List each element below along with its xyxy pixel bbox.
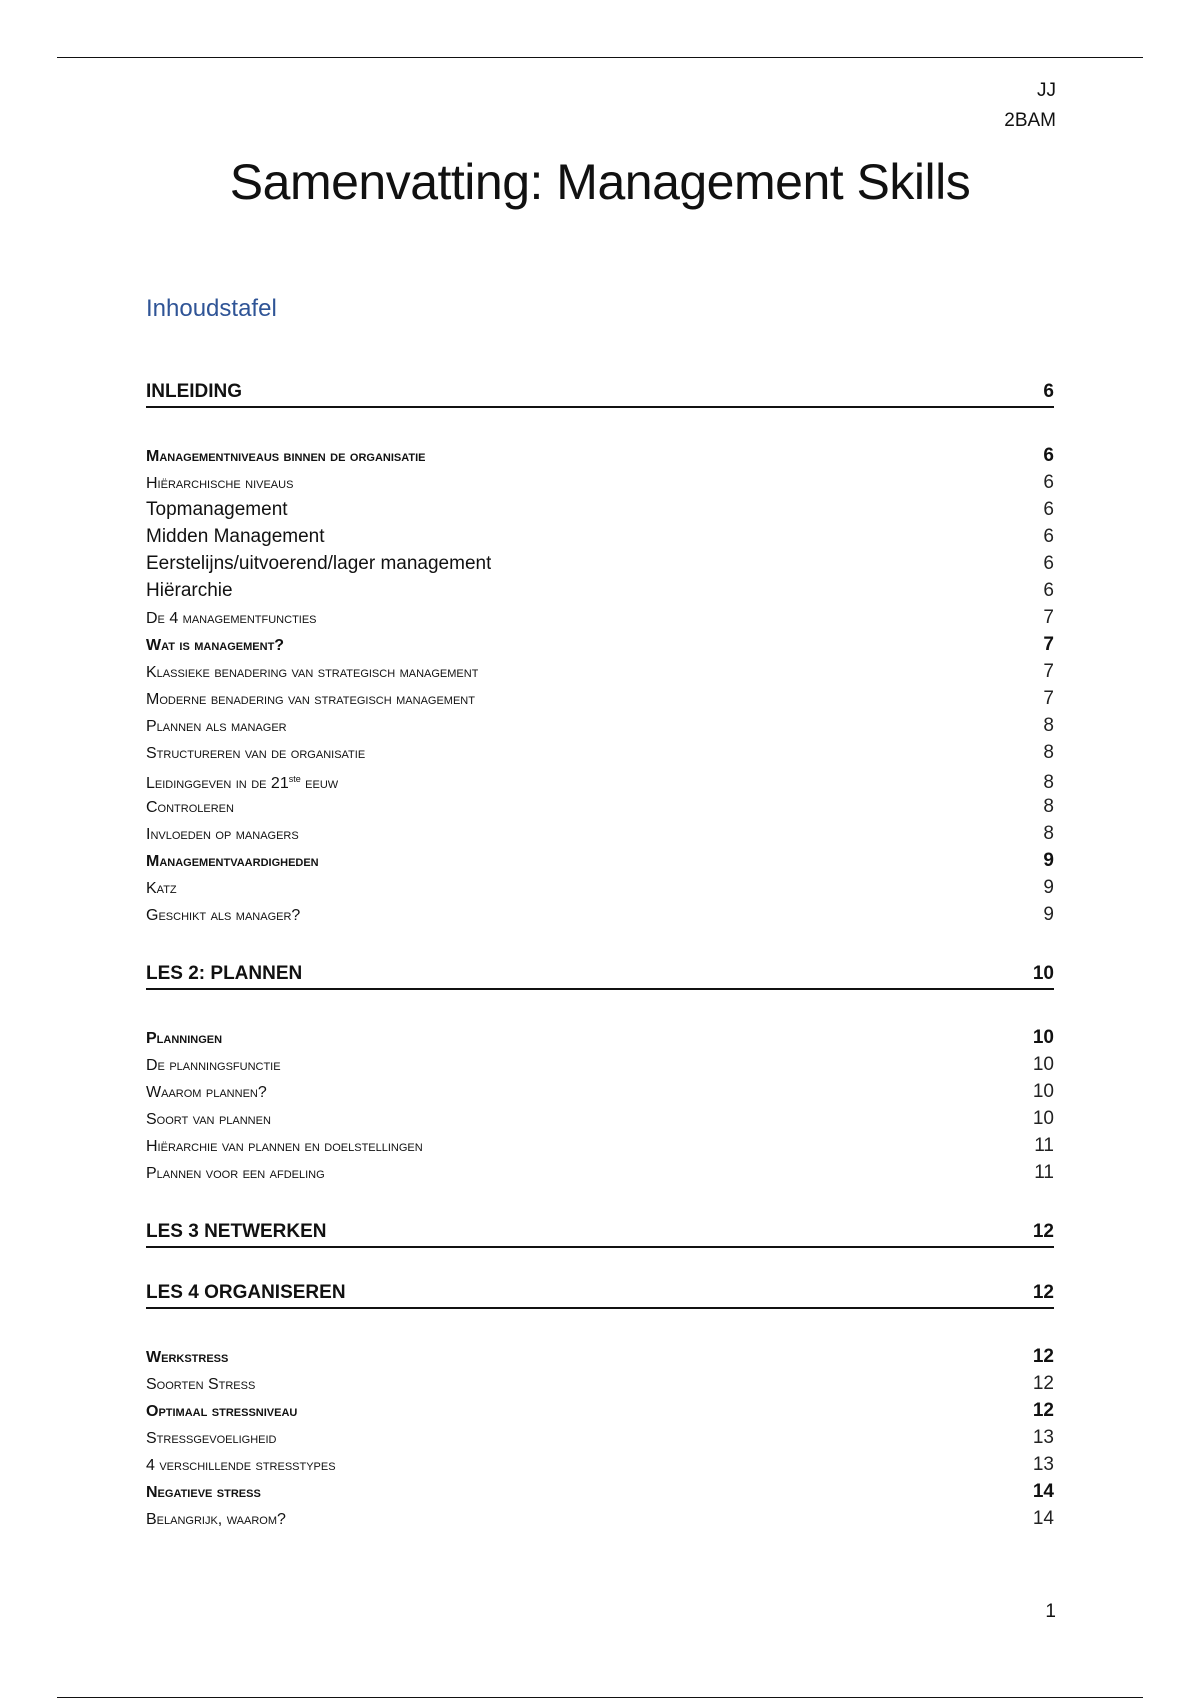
toc-entry-page: 10 bbox=[1032, 963, 1054, 984]
toc-entry[interactable] bbox=[146, 631, 1054, 658]
toc-entry[interactable] bbox=[146, 1370, 1054, 1397]
toc-entry[interactable] bbox=[146, 469, 1054, 496]
toc-entry-page: 8 bbox=[1043, 742, 1054, 763]
toc-entry-page: 6 bbox=[1043, 445, 1054, 466]
toc-entry-page: 6 bbox=[1043, 381, 1054, 402]
toc-entry-title: LES 3 NETWERKEN bbox=[146, 1221, 327, 1242]
toc-entry-title: LES 4 ORGANISEREN bbox=[146, 1282, 346, 1303]
toc-entry-page: 8 bbox=[1043, 715, 1054, 736]
top-rule bbox=[57, 57, 1143, 58]
toc-entry[interactable] bbox=[146, 658, 1054, 685]
toc-entry-page: 6 bbox=[1043, 526, 1054, 547]
toc-entry-title: Planningen bbox=[146, 1030, 223, 1047]
toc-entry-les-2[interactable] bbox=[146, 960, 1054, 990]
toc-entry-page: 12 bbox=[1032, 1400, 1054, 1421]
toc-entry-title: Plannen voor een afdeling bbox=[146, 1165, 325, 1182]
toc-entry-title: Geschikt als manager? bbox=[146, 907, 301, 924]
toc-entry-page: 12 bbox=[1032, 1282, 1054, 1303]
toc-entry[interactable] bbox=[146, 1078, 1054, 1105]
toc-entry[interactable] bbox=[146, 577, 1054, 604]
toc-entry-title-main: Leidinggeven in de 21 bbox=[146, 775, 289, 792]
toc-entry[interactable] bbox=[146, 604, 1054, 631]
toc-entry[interactable] bbox=[146, 685, 1054, 712]
toc-entry-page: 10 bbox=[1032, 1027, 1054, 1048]
toc-entry-title: Werkstress bbox=[146, 1349, 229, 1366]
toc-entry-title: Structureren van de organisatie bbox=[146, 745, 366, 762]
toc-entry[interactable] bbox=[146, 1397, 1054, 1424]
toc-entry-page: 8 bbox=[1043, 796, 1054, 817]
toc-entry[interactable] bbox=[146, 901, 1054, 928]
toc-entry[interactable] bbox=[146, 1132, 1054, 1159]
toc-entry-title: Plannen als manager bbox=[146, 718, 287, 735]
toc-entry-title: Managementniveaus binnen de organisatie bbox=[146, 448, 426, 465]
toc-entry-title: LES 2: PLANNEN bbox=[146, 963, 303, 984]
toc-entry-title: INLEIDING bbox=[146, 381, 243, 402]
toc-entry-title: De planningsfunctie bbox=[146, 1057, 281, 1074]
toc-entry-page: 14 bbox=[1032, 1508, 1054, 1529]
toc-entry[interactable] bbox=[146, 1051, 1054, 1078]
toc-entry-les-3[interactable] bbox=[146, 1218, 1054, 1248]
toc-entry-title: De 4 managementfuncties bbox=[146, 610, 317, 627]
toc-entry-page: 7 bbox=[1043, 607, 1054, 628]
toc-entry-title: Hiërarchie bbox=[146, 580, 233, 601]
toc-entry-title: Eerstelijns/uitvoerend/lager management bbox=[146, 553, 492, 574]
toc-entry-title: Soorten Stress bbox=[146, 1376, 256, 1393]
bottom-rule bbox=[57, 1697, 1143, 1698]
toc-entry-page: 9 bbox=[1043, 904, 1054, 925]
toc-entry-page: 10 bbox=[1032, 1081, 1054, 1102]
toc-entry-title: Hiërarchische niveaus bbox=[146, 475, 294, 492]
toc-entry[interactable] bbox=[146, 820, 1054, 847]
toc-entry-title: Optimaal stressniveau bbox=[146, 1403, 298, 1420]
toc-entry-les-4[interactable] bbox=[146, 1279, 1054, 1309]
toc-entry-title: Belangrijk, waarom? bbox=[146, 1511, 286, 1528]
toc-entry-page: 8 bbox=[1043, 772, 1054, 793]
toc-entry-page: 12 bbox=[1032, 1221, 1054, 1242]
toc-entry-superscript: ste bbox=[288, 774, 301, 784]
toc-entry-page: 9 bbox=[1043, 877, 1054, 898]
toc-entry[interactable] bbox=[146, 1024, 1054, 1051]
toc-entry-title: Managementvaardigheden bbox=[146, 853, 319, 870]
toc-entry[interactable] bbox=[146, 874, 1054, 901]
toc-entry-page: 13 bbox=[1032, 1454, 1054, 1475]
toc-entry-page: 11 bbox=[1034, 1135, 1054, 1156]
toc-entry-page: 7 bbox=[1043, 634, 1054, 655]
toc-heading: Inhoudstafel bbox=[146, 295, 277, 322]
toc-entry[interactable] bbox=[146, 1505, 1054, 1532]
toc-entry-title: Controleren bbox=[146, 799, 234, 816]
toc-entry-title: Invloeden op managers bbox=[146, 826, 299, 843]
toc-entry-page: 6 bbox=[1043, 472, 1054, 493]
toc-entry-title: 4 verschillende stresstypes bbox=[146, 1457, 336, 1474]
toc-entry-title: Midden Management bbox=[146, 526, 325, 547]
toc-entry[interactable] bbox=[146, 847, 1054, 874]
toc-entry-page: 12 bbox=[1032, 1346, 1054, 1367]
toc-entry[interactable] bbox=[146, 496, 1054, 523]
toc-entry-title: Waarom plannen? bbox=[146, 1084, 267, 1101]
toc-entry[interactable] bbox=[146, 1105, 1054, 1132]
toc-entry[interactable] bbox=[146, 793, 1054, 820]
toc-entry-title: Hiërarchie van plannen en doelstellingen bbox=[146, 1138, 423, 1155]
author-initials: JJ bbox=[1037, 80, 1056, 101]
toc-entry-page: 14 bbox=[1032, 1481, 1054, 1502]
toc-entry-page: 6 bbox=[1043, 499, 1054, 520]
toc-entry-page: 10 bbox=[1032, 1108, 1054, 1129]
toc-entry-title: Topmanagement bbox=[146, 499, 288, 520]
toc-entry-page: 7 bbox=[1043, 688, 1054, 709]
toc-entry-title: Katz bbox=[146, 880, 177, 897]
toc-entry-page: 13 bbox=[1032, 1427, 1054, 1448]
toc-entry-page: 10 bbox=[1032, 1054, 1054, 1075]
toc-entry[interactable] bbox=[146, 712, 1054, 739]
toc-entry-title: Soort van plannen bbox=[146, 1111, 271, 1128]
toc-entry-page: 11 bbox=[1034, 1162, 1054, 1183]
toc-entry[interactable] bbox=[146, 442, 1054, 469]
toc-entry[interactable] bbox=[146, 550, 1054, 577]
toc-entry-title bbox=[146, 766, 338, 797]
toc-entry-title: Klassieke benadering van strategisch management bbox=[146, 664, 479, 681]
toc-entry-page: 6 bbox=[1043, 553, 1054, 574]
table-of-contents bbox=[146, 378, 1054, 1532]
toc-entry-title: Wat is management? bbox=[146, 637, 285, 654]
toc-entry-title: Stressgevoeligheid bbox=[146, 1430, 277, 1447]
toc-entry[interactable] bbox=[146, 766, 1054, 793]
toc-entry[interactable] bbox=[146, 1451, 1054, 1478]
class-code: 2BAM bbox=[1004, 110, 1056, 131]
page-number: 1 bbox=[1045, 1601, 1056, 1622]
toc-entry-page: 12 bbox=[1032, 1373, 1054, 1394]
toc-entry-page: 8 bbox=[1043, 823, 1054, 844]
toc-entry-title: Negatieve stress bbox=[146, 1484, 261, 1501]
toc-entry-title-after: eeuw bbox=[300, 775, 339, 792]
toc-entry[interactable] bbox=[146, 1424, 1054, 1451]
toc-entry-page: 9 bbox=[1043, 850, 1054, 871]
toc-entry[interactable] bbox=[146, 523, 1054, 550]
toc-entry-page: 7 bbox=[1043, 661, 1054, 682]
toc-entry[interactable] bbox=[146, 1478, 1054, 1505]
toc-entry[interactable] bbox=[146, 1343, 1054, 1370]
toc-entry-title: Moderne benadering van strategisch management bbox=[146, 691, 475, 708]
toc-entry-inleiding[interactable] bbox=[146, 378, 1054, 408]
toc-entry-page: 6 bbox=[1043, 580, 1054, 601]
author-block bbox=[1004, 76, 1056, 136]
document-title: Samenvatting: Management Skills bbox=[229, 154, 971, 210]
toc-entry[interactable] bbox=[146, 739, 1054, 766]
toc-entry[interactable] bbox=[146, 1159, 1054, 1186]
